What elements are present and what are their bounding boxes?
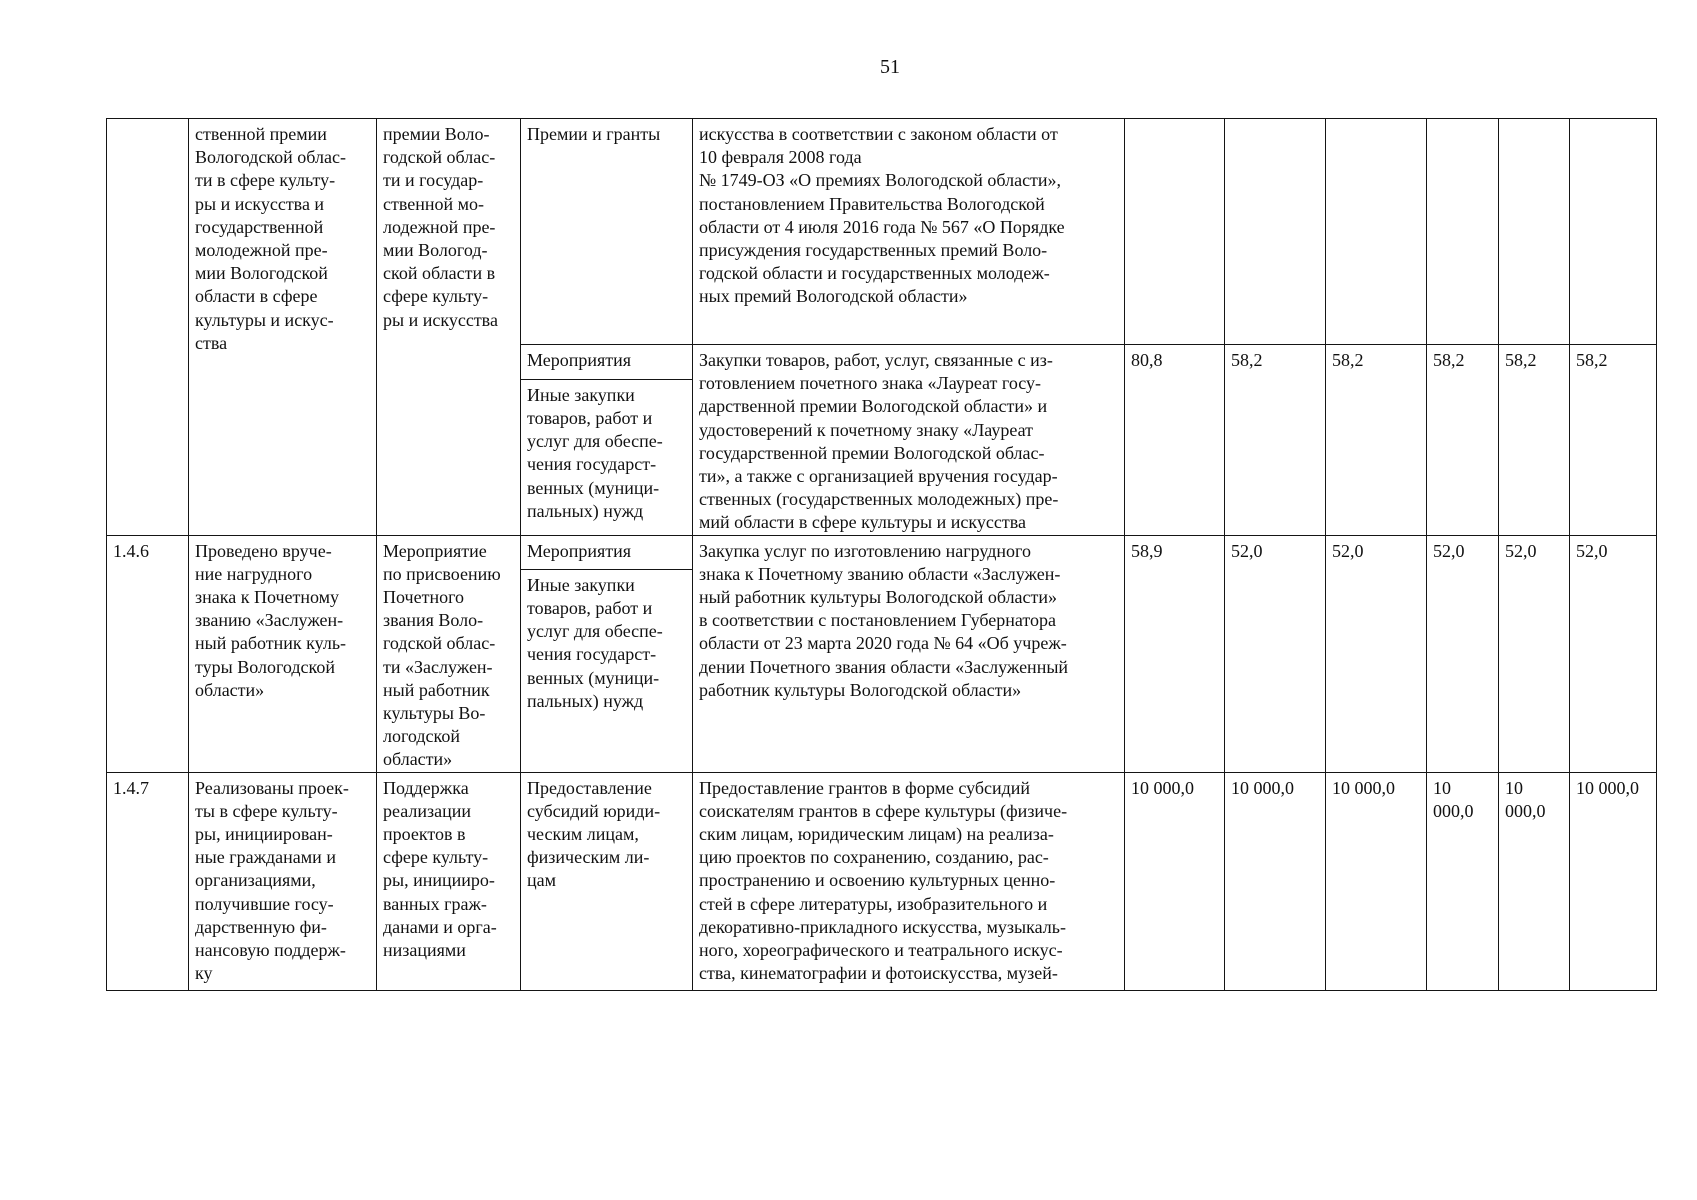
text-line: 10 февраля 2008 года bbox=[699, 147, 862, 168]
text-line: Предоставление bbox=[527, 777, 652, 798]
text-line: ных премий Вологодской области» bbox=[699, 286, 968, 307]
expense-type-cell: Мероприятия bbox=[521, 535, 693, 569]
value-cell: 52,0 bbox=[1499, 535, 1570, 772]
text-line: данами и орга- bbox=[383, 916, 497, 937]
text-line: готовлением почетного знака «Лауреат госу- bbox=[699, 373, 1042, 394]
value-cell: 58,2 bbox=[1225, 345, 1326, 536]
value-cell: 58,2 bbox=[1570, 345, 1657, 536]
text-line: цию проектов по сохранению, созданию, рас- bbox=[699, 847, 1049, 868]
text-line: Закупки товаров, работ, услуг, связанные с из- bbox=[699, 350, 1053, 370]
text-line: ры, иницииро- bbox=[383, 870, 495, 891]
text-line: мий области в сфере культуры и искусства bbox=[699, 512, 1026, 533]
text-line: Мероприятие bbox=[383, 540, 487, 561]
text-line: ти в сфере культу- bbox=[195, 170, 336, 191]
text-line: Проведено вруче- bbox=[195, 540, 332, 561]
table-row-1-4-7 bbox=[107, 772, 1657, 990]
text-line: дарственной премии Вологодской области» и bbox=[699, 396, 1048, 417]
text-line: культуры и искус- bbox=[195, 309, 334, 330]
text-line: годской области и государственных молодеж- bbox=[699, 263, 1050, 284]
number-cell: 1.4.6 bbox=[107, 535, 189, 772]
text-line: сфере культу- bbox=[383, 286, 489, 307]
text-line: ственных (государственных молодежных) пре- bbox=[699, 489, 1059, 510]
value-cell: 58,9 bbox=[1125, 535, 1225, 772]
text-line: годской облас- bbox=[383, 633, 496, 654]
text-line: туры Вологодской bbox=[195, 656, 336, 677]
result-cell bbox=[189, 772, 377, 990]
text-line: товаров, работ и bbox=[527, 597, 653, 618]
expense-type-cell bbox=[521, 379, 693, 535]
measure-cell bbox=[377, 535, 521, 772]
text-line: ской области в bbox=[383, 263, 496, 284]
text-line: ства, кинематографии и фотоискусства, музей- bbox=[699, 963, 1058, 984]
text-line: премии Воло- bbox=[383, 124, 490, 144]
text-line: ры, инициирован- bbox=[195, 824, 333, 845]
text-line: мии Вологодской bbox=[195, 263, 328, 284]
text-line: сфере культу- bbox=[383, 847, 489, 868]
text-line: ти и государ- bbox=[383, 170, 484, 191]
value-cell: 10 000,0 bbox=[1125, 772, 1225, 990]
text-line: званию «Заслужен- bbox=[195, 610, 344, 631]
text-line: ный работник bbox=[383, 679, 490, 700]
text-line: ства bbox=[195, 332, 228, 353]
text-line: реализации bbox=[383, 800, 471, 821]
text-line: ти «Заслужен- bbox=[383, 656, 493, 677]
expense-type-cell: Премии и гранты bbox=[521, 119, 693, 345]
description-cell bbox=[693, 119, 1125, 345]
text-line: ственной мо- bbox=[383, 193, 485, 214]
measure-cell bbox=[377, 772, 521, 990]
text-line: знака к Почетному bbox=[195, 587, 340, 608]
text-line: Иные закупки bbox=[527, 574, 635, 595]
page-number: 51 bbox=[880, 56, 900, 78]
number-cell-empty bbox=[107, 119, 189, 536]
text-line: № 1749-ОЗ «О премиях Вологодской области», bbox=[699, 170, 1062, 191]
text-line: услуг для обеспе- bbox=[527, 621, 663, 642]
text-line: области» bbox=[383, 749, 453, 770]
text-line: годской облас- bbox=[383, 147, 496, 168]
description-cell bbox=[693, 345, 1125, 536]
value-cell: 80,8 bbox=[1125, 345, 1225, 536]
expense-type-cell bbox=[521, 772, 693, 990]
text-line: пальных) нужд bbox=[527, 500, 644, 521]
text-line: получившие госу- bbox=[195, 893, 334, 914]
text-line: услуг для обеспе- bbox=[527, 431, 663, 452]
value-cell: 52,0 bbox=[1570, 535, 1657, 772]
text-line: ским лицам, юридическим лицам) на реализа- bbox=[699, 824, 1054, 845]
text-line: культуры Во- bbox=[383, 703, 486, 724]
text-line: низациями bbox=[383, 940, 466, 961]
text-line: Закупка услуг по изготовлению нагрудного bbox=[699, 540, 1031, 561]
text-line: по присвоению bbox=[383, 563, 501, 584]
text-line: физическим ли- bbox=[527, 847, 650, 868]
text-line: ры и искусства bbox=[383, 309, 498, 330]
value-cell: 52,0 bbox=[1427, 535, 1499, 772]
table-row-prize bbox=[107, 119, 1657, 345]
text-line: дении Почетного звания области «Заслуженный bbox=[699, 656, 1069, 677]
text-line: пространению и освоению культурных ценно- bbox=[699, 870, 1056, 891]
text-line: ческим лицам, bbox=[527, 824, 639, 845]
text-line: стей в сфере литературы, изобразительного и bbox=[699, 893, 1048, 914]
table-row-1-4-6 bbox=[107, 535, 1657, 569]
text-line: ти», а также с организацией вручения государ- bbox=[699, 466, 1058, 487]
result-cell bbox=[189, 535, 377, 772]
text-line: государственной премии Вологодской облас- bbox=[699, 442, 1045, 463]
text-line: присуждения государственных премий Воло- bbox=[699, 240, 1048, 261]
text-line: товаров, работ и bbox=[527, 408, 653, 429]
description-cell bbox=[693, 535, 1125, 772]
expense-type-cell: Мероприятия bbox=[521, 345, 693, 380]
text-line: соискателям грантов в сфере культуры (физиче- bbox=[699, 800, 1068, 821]
text-line: области в сфере bbox=[195, 286, 318, 307]
text-line: в соответствии с постановлением Губернатора bbox=[699, 610, 1057, 631]
text-line: знака к Почетному званию области «Заслужен- bbox=[699, 563, 1061, 584]
text-line: области от 4 июля 2016 года № 567 «О Порядке bbox=[699, 216, 1065, 237]
number-cell: 1.4.7 bbox=[107, 772, 189, 990]
text-line: ты в сфере культу- bbox=[195, 800, 338, 821]
value-cell: 10 000,0 bbox=[1427, 772, 1499, 990]
program-table bbox=[106, 118, 1657, 991]
text-line: чения государст- bbox=[527, 644, 657, 665]
text-line: ный работник куль- bbox=[195, 633, 347, 654]
text-line: работник культуры Вологодской области» bbox=[699, 679, 1022, 700]
value-cell-empty bbox=[1427, 119, 1499, 345]
text-line: Иные закупки bbox=[527, 384, 635, 405]
value-cell: 58,2 bbox=[1326, 345, 1427, 536]
value-cell-empty bbox=[1570, 119, 1657, 345]
text-line: ственной премии bbox=[195, 124, 327, 144]
text-line: дарственную фи- bbox=[195, 916, 327, 937]
value-cell: 58,2 bbox=[1427, 345, 1499, 536]
text-line: ного, хореографического и театрального искус- bbox=[699, 940, 1063, 961]
text-line: чения государст- bbox=[527, 454, 657, 475]
description-cell bbox=[693, 772, 1125, 990]
text-line: ры и искусства и bbox=[195, 193, 325, 214]
value-cell: 52,0 bbox=[1225, 535, 1326, 772]
text-line: венных (муници- bbox=[527, 667, 660, 688]
value-cell: 10 000,0 bbox=[1225, 772, 1326, 990]
text-line: организациями, bbox=[195, 870, 316, 891]
text-line: государственной bbox=[195, 216, 324, 237]
value-cell: 10 000,0 bbox=[1326, 772, 1427, 990]
text-line: цам bbox=[527, 870, 557, 891]
value-cell-empty bbox=[1225, 119, 1326, 345]
text-line: субсидий юриди- bbox=[527, 800, 661, 821]
text-line: ные гражданами и bbox=[195, 847, 336, 868]
value-cell: 10 000,0 bbox=[1570, 772, 1657, 990]
text-line: области от 23 марта 2020 года № 64 «Об учреж- bbox=[699, 633, 1067, 654]
text-line: звания Воло- bbox=[383, 610, 484, 631]
text-line: логодской bbox=[383, 726, 461, 747]
expense-type-cell bbox=[521, 569, 693, 772]
text-line: области» bbox=[195, 679, 265, 700]
text-line: пальных) нужд bbox=[527, 690, 644, 711]
text-line: постановлением Правительства Вологодской bbox=[699, 193, 1045, 214]
text-line: венных (муници- bbox=[527, 477, 660, 498]
text-line: нансовую поддерж- bbox=[195, 940, 346, 961]
text-line: Вологодской облас- bbox=[195, 147, 346, 168]
value-cell-empty bbox=[1499, 119, 1570, 345]
value-cell: 52,0 bbox=[1326, 535, 1427, 772]
text-line: лодежной пре- bbox=[383, 216, 496, 237]
text-line: молодежной пре- bbox=[195, 240, 328, 261]
measure-cell bbox=[377, 119, 521, 536]
text-line: удостоверений к почетному знаку «Лауреат bbox=[699, 419, 1033, 440]
text-line: мии Вологод- bbox=[383, 240, 488, 261]
text-line: проектов в bbox=[383, 824, 466, 845]
text-line: Реализованы проек- bbox=[195, 777, 349, 798]
text-line: искусства в соответствии с законом области от bbox=[699, 124, 1058, 144]
text-line: ный работник культуры Вологодской области» bbox=[699, 587, 1058, 608]
result-cell bbox=[189, 119, 377, 536]
value-cell-empty bbox=[1125, 119, 1225, 345]
text-line: Почетного bbox=[383, 587, 465, 608]
value-cell: 10 000,0 bbox=[1499, 772, 1570, 990]
text-line: декоративно-прикладного искусства, музыкаль- bbox=[699, 916, 1066, 937]
text-line: ванных граж- bbox=[383, 893, 487, 914]
text-line: Поддержка bbox=[383, 777, 469, 798]
value-cell-empty bbox=[1326, 119, 1427, 345]
text-line: ку bbox=[195, 963, 213, 984]
text-line: Предоставление грантов в форме субсидий bbox=[699, 777, 1031, 798]
text-line: ние нагрудного bbox=[195, 563, 313, 584]
value-cell: 58,2 bbox=[1499, 345, 1570, 536]
